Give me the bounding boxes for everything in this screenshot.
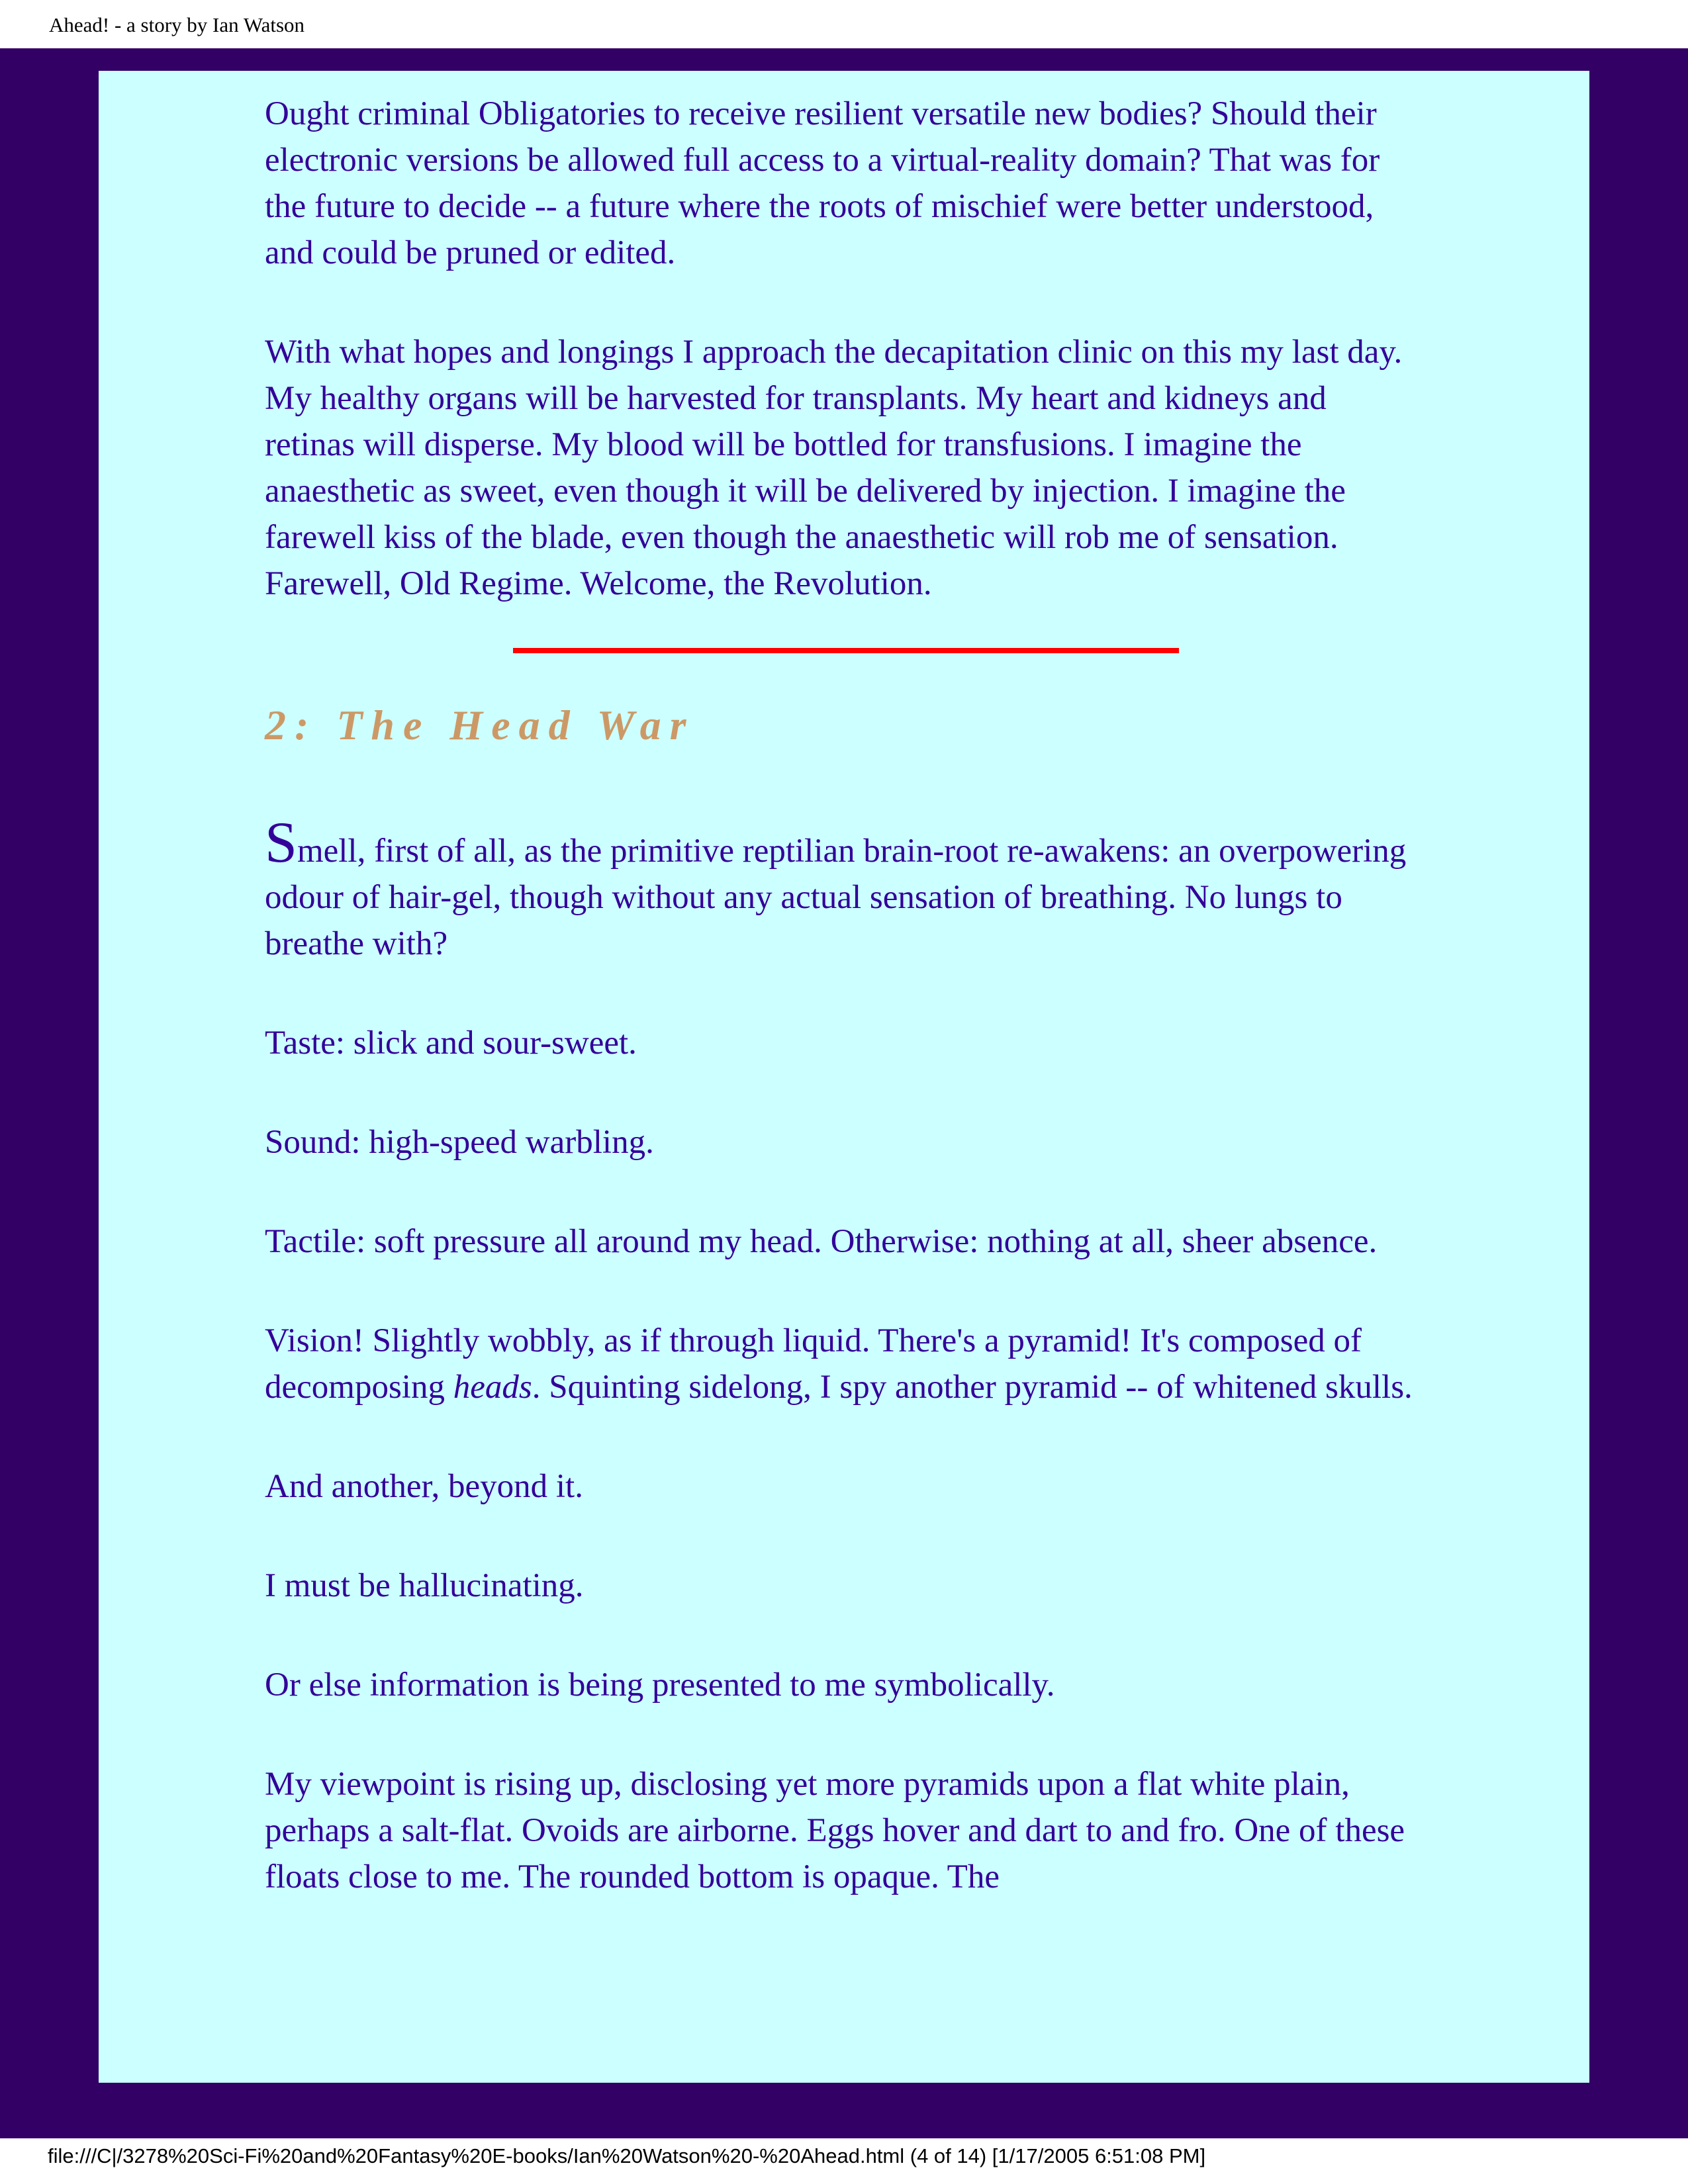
horizontal-rule: [513, 648, 1179, 653]
print-footer-path: file:///C|/3278%20Sci-Fi%20and%20Fantasy%20E-books/Ian%20Watson%20-%20Ahead.html (4 of 14) [1/17/2005 6:51:08 PM]: [48, 2144, 1206, 2167]
emphasis-heads: heads: [453, 1369, 532, 1406]
paragraph-vision: [265, 1318, 1417, 1410]
paragraph-obligatories: Ought criminal Obligatories to receive resilient versatile new bodies? Should their electronic versions be allowed full access to a virtual-reality domain? That was for the future to decide -- a future where the roots of mischief were better understood, and could be pruned or edited.: [265, 95, 1380, 271]
paragraph-viewpoint: My viewpoint is rising up, disclosing yet more pyramids upon a flat white plain, perhaps a salt-flat. Ovoids are airborne. Eggs hover and dart to and fro. One of these floats close to me. The rounded bottom is opaque. The: [265, 1766, 1405, 1895]
paragraph-sound: Sound: high-speed warbling.: [265, 1124, 654, 1161]
drop-cap: S: [265, 811, 297, 875]
paragraph-hallucinating: I must be hallucinating.: [265, 1567, 584, 1604]
paragraph-decapitation-clinic: With what hopes and longings I approach the decapitation clinic on this my last day. My healthy organs will be harvested for transplants. My heart and kidneys and retinas will disperse. My blood will be bottled for transfusions. I imagine the anaesthetic as sweet, even though it will be delivered by injection. I imagine the farewell kiss of the blade, even though the anaesthetic will rob me of sensation. Farewell, Old Regime. Welcome, the Revolution.: [265, 334, 1403, 602]
chapter-heading: 2: The Head War: [265, 702, 695, 749]
print-header-title: Ahead! - a story by Ian Watson: [49, 13, 305, 36]
paragraph-vision-text-end: . Squinting sidelong, I spy another pyramid -- of whitened skulls.: [532, 1369, 1413, 1406]
paragraph-another: And another, beyond it.: [265, 1468, 583, 1505]
content-panel: [99, 71, 1589, 2083]
paragraph-symbolically: Or else information is being presented to me symbolically.: [265, 1666, 1055, 1704]
paragraph-smell: [265, 811, 1417, 967]
paragraph-taste: Taste: slick and sour-sweet.: [265, 1024, 637, 1062]
paragraph-vision-text: Vision! Slightly wobbly, as if through liquid. There's a pyramid! It's composed of decomposing: [265, 1322, 1362, 1406]
page-frame: [0, 48, 1688, 2138]
paragraph-smell-text: mell, first of all, as the primitive reptilian brain-root re-awakens: an overpowering odour of hair-gel, though without any actual sensation of breathing. No lungs to breathe with?: [265, 833, 1407, 962]
paragraph-tactile: Tactile: soft pressure all around my head. Otherwise: nothing at all, sheer absence.: [265, 1223, 1378, 1260]
story-text: [265, 91, 1417, 1953]
